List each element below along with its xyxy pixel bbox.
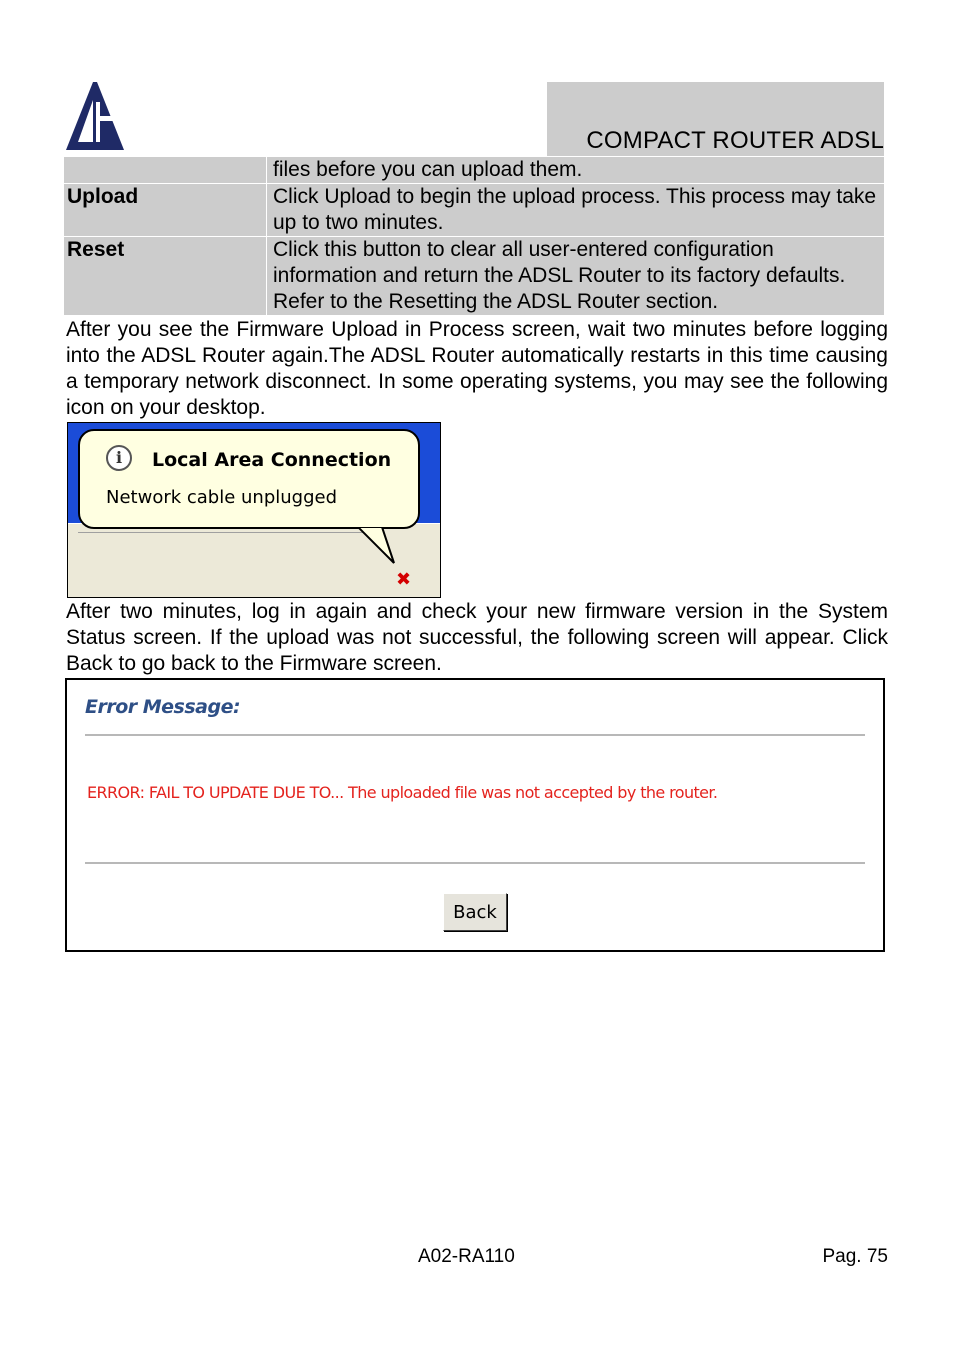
notification-balloon <box>78 429 420 529</box>
row-label: Reset <box>64 237 267 316</box>
back-button[interactable]: Back <box>443 893 507 931</box>
body-paragraph: After two minutes, log in again and check your new firmware version in the System Status screen. If the upload was not successful, the following screen will appear. Click Back to go back to the Firmware screen. <box>66 600 888 675</box>
row-text: Click Upload to begin the upload process. This process may take up to two minutes. <box>267 184 885 237</box>
row-text: files before you can upload them. <box>267 157 885 184</box>
divider <box>85 734 865 736</box>
table-row <box>64 237 885 316</box>
description-table <box>63 156 885 316</box>
page-number: Pag. 75 <box>822 1246 888 1267</box>
network-notification-screenshot <box>67 422 441 598</box>
row-label: Upload <box>64 184 267 237</box>
row-text: Click this button to clear all user-entered configuration information and return the ADSL Router to its factory defaults. Refer to the Resetting the ADSL Router section. <box>267 237 885 316</box>
document-code: A02-RA110 <box>418 1246 515 1267</box>
header-banner <box>547 82 884 156</box>
atlantis-logo <box>66 82 124 150</box>
disconnected-network-icon: ✖ <box>396 569 412 590</box>
error-text: ERROR: FAIL TO UPDATE DUE TO... The uploaded file was not accepted by the router. <box>87 783 718 802</box>
table-row <box>64 184 885 237</box>
body-paragraph: After you see the Firmware Upload in Process screen, wait two minutes before logging into the ADSL Router again.The ADSL Router automatically restarts in this time causing a temporary network disconnect. In some operating systems, you may see the following icon on your desktop. <box>66 318 888 419</box>
header-title: COMPACT ROUTER ADSL <box>586 127 884 154</box>
notification-title: Local Area Connection <box>152 449 392 471</box>
table-row <box>64 157 885 184</box>
error-message-screenshot <box>65 678 885 952</box>
balloon-pointer <box>358 527 398 567</box>
info-icon: i <box>106 445 132 471</box>
error-title: Error Message: <box>85 696 241 718</box>
row-label <box>64 157 267 184</box>
notification-message: Network cable unplugged <box>106 487 338 508</box>
divider <box>85 862 865 864</box>
